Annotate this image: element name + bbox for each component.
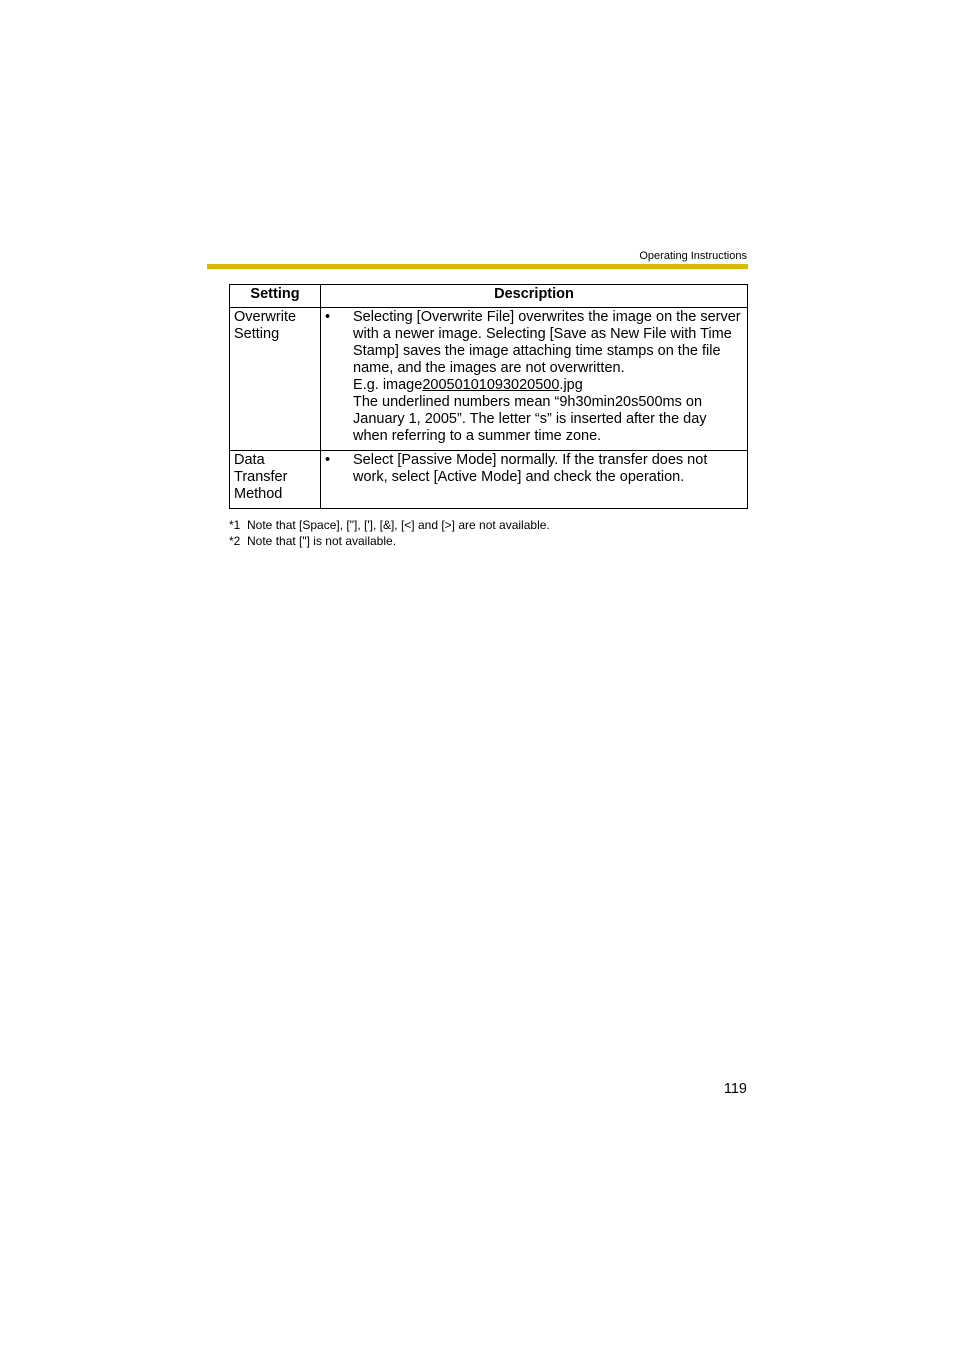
settings-table [229, 284, 748, 509]
column-header-description: Description [321, 285, 748, 308]
description-note: The underlined numbers mean “9h30min20s500ms on January 1, 2005”. The letter “s” is inserted after the day when referring to a summer time zone. [353, 394, 707, 444]
column-header-setting: Setting [230, 285, 321, 308]
description-cell [321, 451, 748, 509]
table-row [230, 451, 748, 509]
footnotes [229, 517, 550, 549]
setting-cell [230, 451, 321, 509]
setting-cell [230, 308, 321, 451]
description-text: Select [Passive Mode] normally. If the transfer does not work, select [Active Mode] and check the operation. [353, 452, 708, 485]
running-header: Operating Instructions [639, 250, 747, 262]
description-text: Selecting [Overwrite File] overwrites the image on the server with a newer image. Selecting [Save as New File with Time Stamp] saves the image attaching time stamps on the file name, and the images are not overwritten. [353, 309, 741, 376]
table-header-row [230, 285, 748, 308]
header-rule [207, 264, 748, 269]
footnote-1: *1 Note that [Space], ["], ['], [&], [<] and [>] are not available. [229, 518, 550, 532]
bullet: • [325, 452, 331, 468]
description-cell [321, 308, 748, 451]
setting-name: Overwrite Setting [234, 309, 297, 342]
bullet: • [325, 309, 331, 325]
footnote-2: *2 Note that ["] is not available. [229, 534, 397, 548]
setting-name: Data Transfer Method [234, 452, 288, 502]
filename-example: E.g. image20050101093020500.jpg [353, 377, 583, 393]
table-row [230, 308, 748, 451]
underlined-timestamp: 20050101093020500 [422, 377, 560, 393]
page-number: 119 [723, 1081, 747, 1097]
